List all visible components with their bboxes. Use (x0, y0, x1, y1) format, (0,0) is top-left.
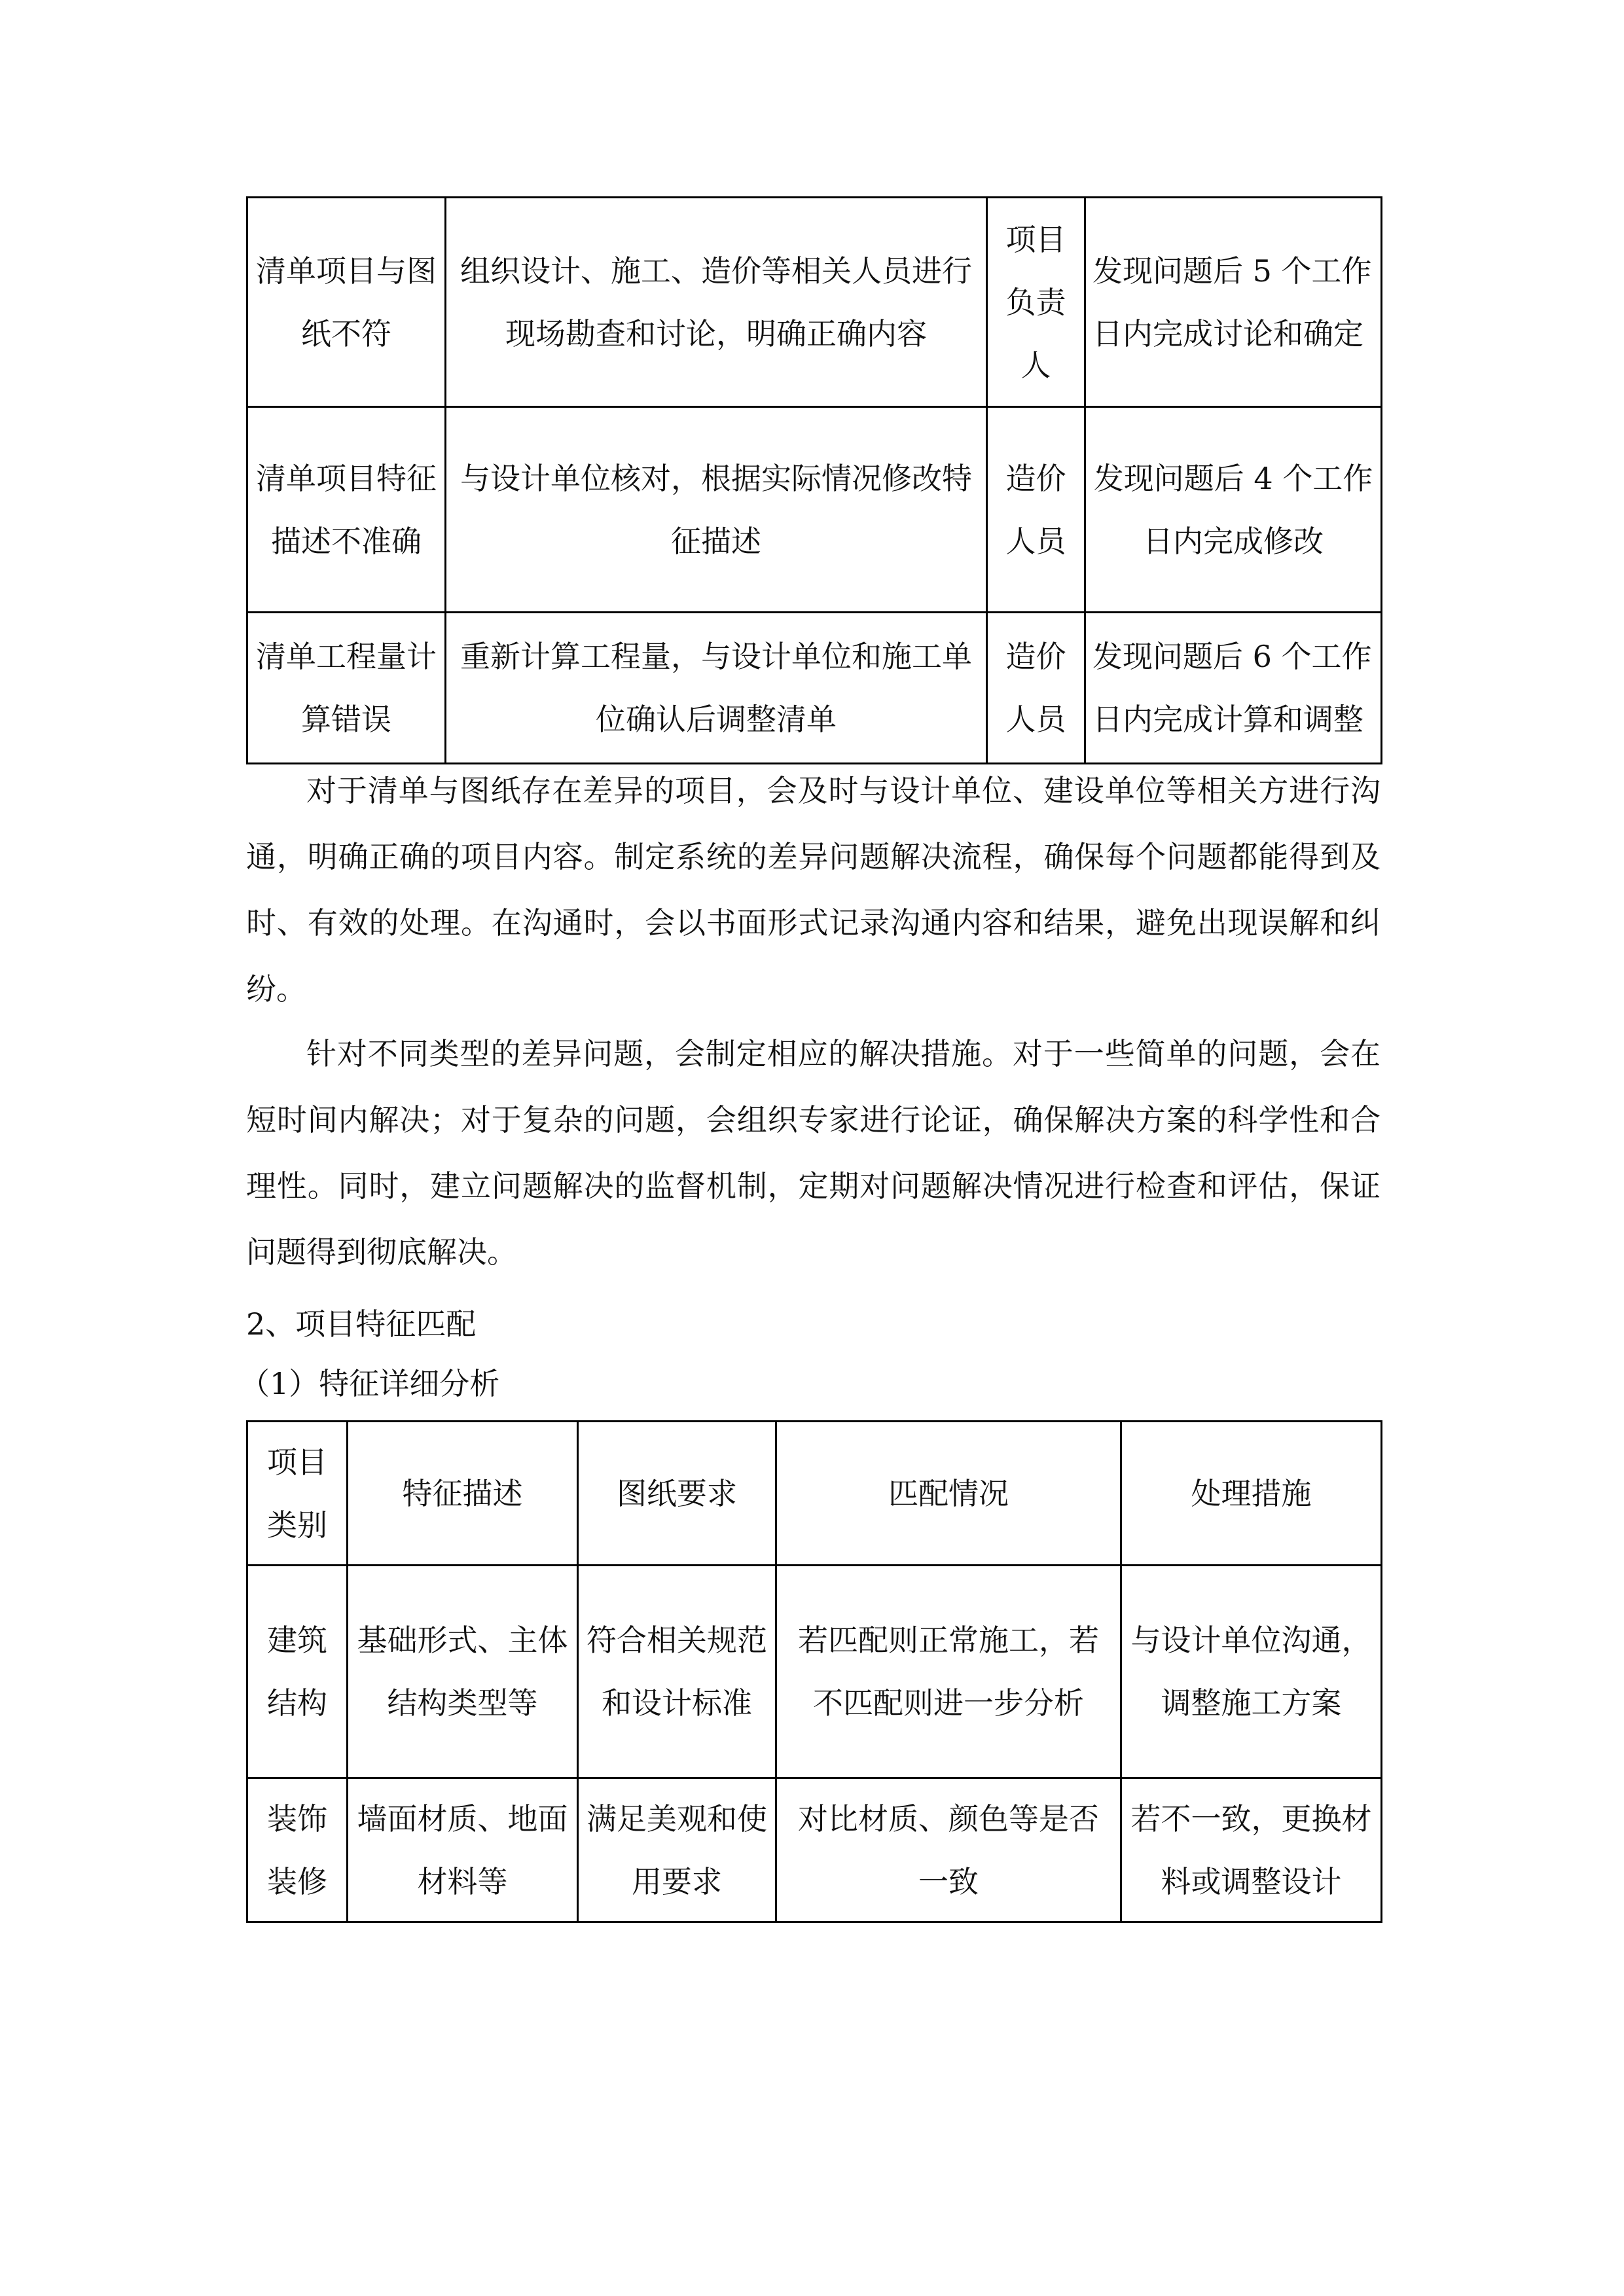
header-cell-feature: 特征描述 (348, 1422, 578, 1566)
owner-cell: 项目负责人 (987, 198, 1085, 407)
header-cell-action: 处理措施 (1121, 1422, 1382, 1566)
measure-cell: 组织设计、施工、造价等相关人员进行现场勘查和讨论，明确正确内容 (446, 198, 987, 407)
requirement-cell: 符合相关规范和设计标准 (578, 1566, 776, 1778)
table-row (247, 407, 1382, 613)
table-row (247, 198, 1382, 407)
match-cell: 对比材质、颜色等是否一致 (776, 1778, 1121, 1922)
feature-cell: 墙面材质、地面材料等 (348, 1778, 578, 1922)
deadline-cell: 发现问题后 4 个工作日内完成修改 (1085, 407, 1382, 613)
subsection-heading: （1）特征详细分析 (240, 1366, 500, 1401)
measure-cell: 重新计算工程量，与设计单位和施工单位确认后调整清单 (446, 613, 987, 764)
category-cell: 装饰装修 (247, 1778, 348, 1922)
issue-cell: 清单项目与图纸不符 (247, 198, 446, 407)
issue-cell: 清单工程量计算错误 (247, 613, 446, 764)
header-cell-match: 匹配情况 (776, 1422, 1121, 1566)
measure-cell: 与设计单位核对，根据实际情况修改特征描述 (446, 407, 987, 613)
owner-cell: 造价人员 (987, 407, 1085, 613)
feature-cell: 基础形式、主体结构类型等 (348, 1566, 578, 1778)
deadline-cell: 发现问题后 5 个工作日内完成讨论和确定 (1085, 198, 1382, 407)
action-cell: 若不一致，更换材料或调整设计 (1121, 1778, 1382, 1922)
action-cell: 与设计单位沟通，调整施工方案 (1121, 1566, 1382, 1778)
section-heading: 2、项目特征匹配 (246, 1306, 477, 1342)
feature-analysis-table (246, 1420, 1382, 1923)
issue-cell: 清单项目特征描述不准确 (247, 407, 446, 613)
table-header-row (247, 1422, 1382, 1566)
category-cell: 建筑结构 (247, 1566, 348, 1778)
header-cell-category: 项目类别 (247, 1422, 348, 1566)
table-row (247, 1778, 1382, 1922)
requirement-cell: 满足美观和使用要求 (578, 1778, 776, 1922)
match-cell: 若匹配则正常施工，若不匹配则进一步分析 (776, 1566, 1121, 1778)
table-row (247, 613, 1382, 764)
table-row (247, 1566, 1382, 1778)
difference-handling-table (246, 196, 1382, 764)
header-cell-requirement: 图纸要求 (578, 1422, 776, 1566)
deadline-cell: 发现问题后 6 个工作日内完成计算和调整 (1085, 613, 1382, 764)
owner-cell: 造价人员 (987, 613, 1085, 764)
paragraph-solutions: 针对不同类型的差异问题，会制定相应的解决措施。对于一些简单的问题，会在短时间内解决；对于复杂的问题，会组织专家进行论证，确保解决方案的科学性和合理性。同时，建立问题解决的监督机制，定期对问题解决情况进行检查和评估，保证问题得到彻底解决。 (246, 1036, 1380, 1270)
paragraph-communication: 对于清单与图纸存在差异的项目，会及时与设计单位、建设单位等相关方进行沟通，明确正确的项目内容。制定系统的差异问题解决流程，确保每个问题都能得到及时、有效的处理。在沟通时，会以书面形式记录沟通内容和结果，避免出现误解和纠纷。 (246, 773, 1380, 1007)
